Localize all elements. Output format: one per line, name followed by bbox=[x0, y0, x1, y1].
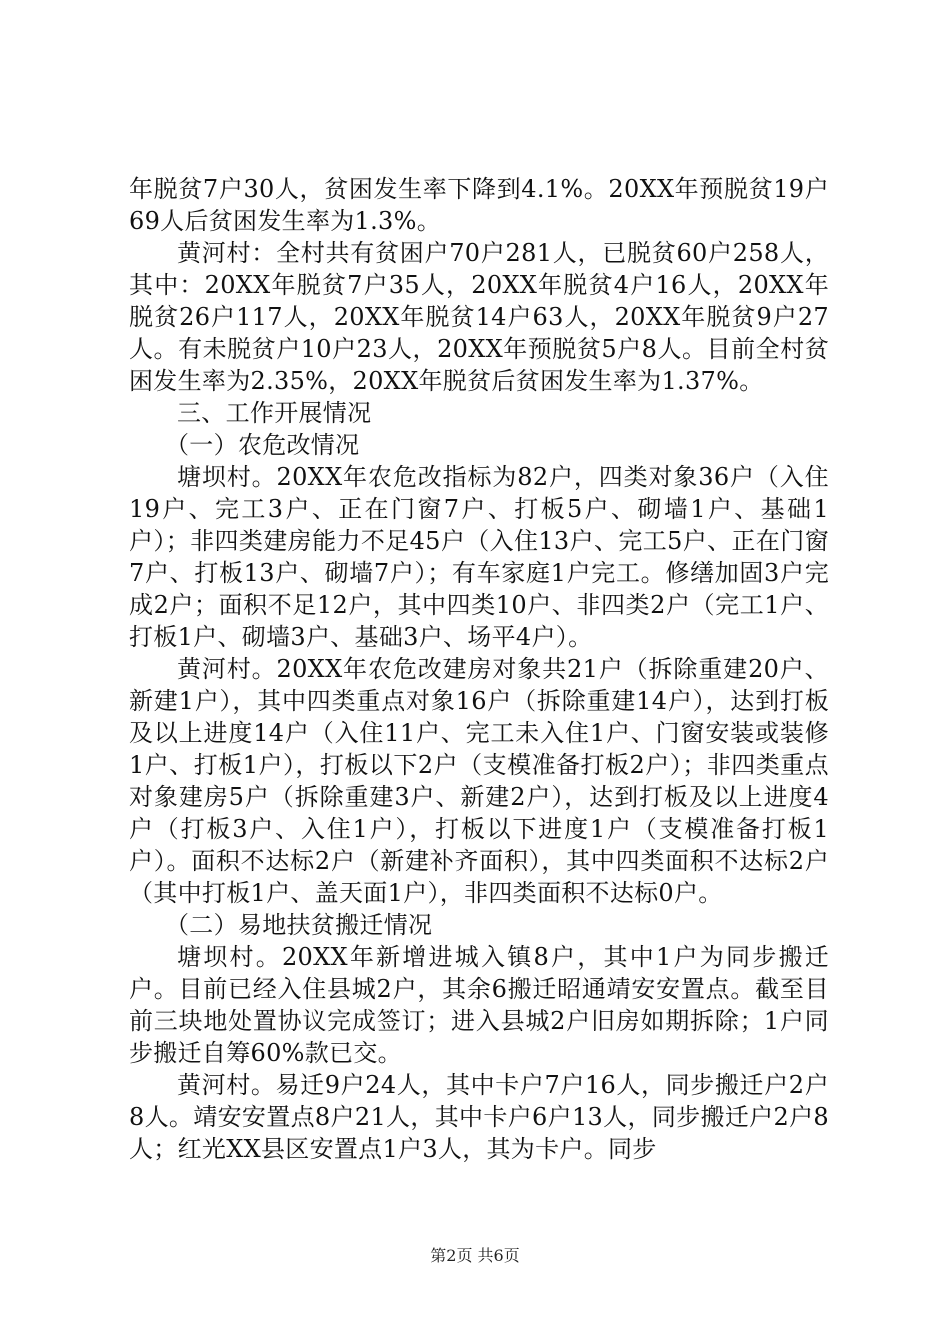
paragraph-huanghe-housing: 黄河村。20XX年农危改建房对象共21户（拆除重建20户、新建1户），其中四类重点对象16户（拆除重建14户），达到打板及以上进度14户（入住11户、完工未入住1户、门窗安装或装修1户、打板1户），打板以下2户（支模准备打板2户）；非四类重点对象建房5户（拆除重建3户、新建2户），达到打板及以上进度4户（打板3户、入住1户），打板以下进度1户（支模准备打板1户）。面积不达标2户（新建补齐面积），其中四类面积不达标2户（其中打板1户、盖天面1户），非四类面积不达标0户。 bbox=[129, 655, 829, 907]
section-heading-work-progress: 三、工作开展情况 bbox=[177, 399, 372, 427]
paragraph-huanghe-relocation: 黄河村。易迁9户24人，其中卡户7户16人，同步搬迁户2户8人。靖安安置点8户21人，其中卡户6户13人，同步搬迁户2户8人；红光XX县区安置点1户3人，其为卡户。同步 bbox=[129, 1071, 829, 1163]
subsection-heading-relocation: （二）易地扶贫搬迁情况 bbox=[165, 911, 433, 939]
paragraph-tangba-housing: 塘坝村。20XX年农危改指标为82户，四类对象36户（入住19户、完工3户、正在门窗7户、打板5户、砌墙1户、基础1户）；非四类建房能力不足45户（入住13户、完工5户、正在门窗7户、打板13户、砌墙7户）；有车家庭1户完工。修缮加固3户完成2户；面积不足12户，其中四类10户、非四类2户（完工1户、打板1户、砌墙3户、基础3户、场平4户）。 bbox=[129, 463, 829, 651]
paragraph-tangba-relocation: 塘坝村。20XX年新增进城入镇8户，其中1户为同步搬迁户。目前已经入住县城2户，其余6搬迁昭通靖安安置点。截至目前三块地处置协议完成签订；进入县城2户旧房如期拆除；1户同步搬迁自筹60%款已交。 bbox=[129, 943, 829, 1067]
subsection-heading-housing-renovation: （一）农危改情况 bbox=[165, 431, 360, 459]
paragraph-continuation: 年脱贫7户30人，贫困发生率下降到4.1%。20XX年预脱贫19户69人后贫困发生率为1.3%。 bbox=[129, 175, 829, 235]
page-footer: 第2页 共6页 bbox=[430, 1246, 520, 1265]
paragraph-huanghe-poverty: 黄河村：全村共有贫困户70户281人，已脱贫60户258人，其中：20XX年脱贫7户35人，20XX年脱贫4户16人，20XX年脱贫26户117人，20XX年脱贫14户63人，20XX年脱贫9户27人。有未脱贫户10户23人，20XX年预脱贫5户8人。目前全村贫困发生率为2.35%，20XX年脱贫后贫困发生率为1.37%。 bbox=[129, 239, 829, 395]
document-body bbox=[129, 173, 829, 1165]
